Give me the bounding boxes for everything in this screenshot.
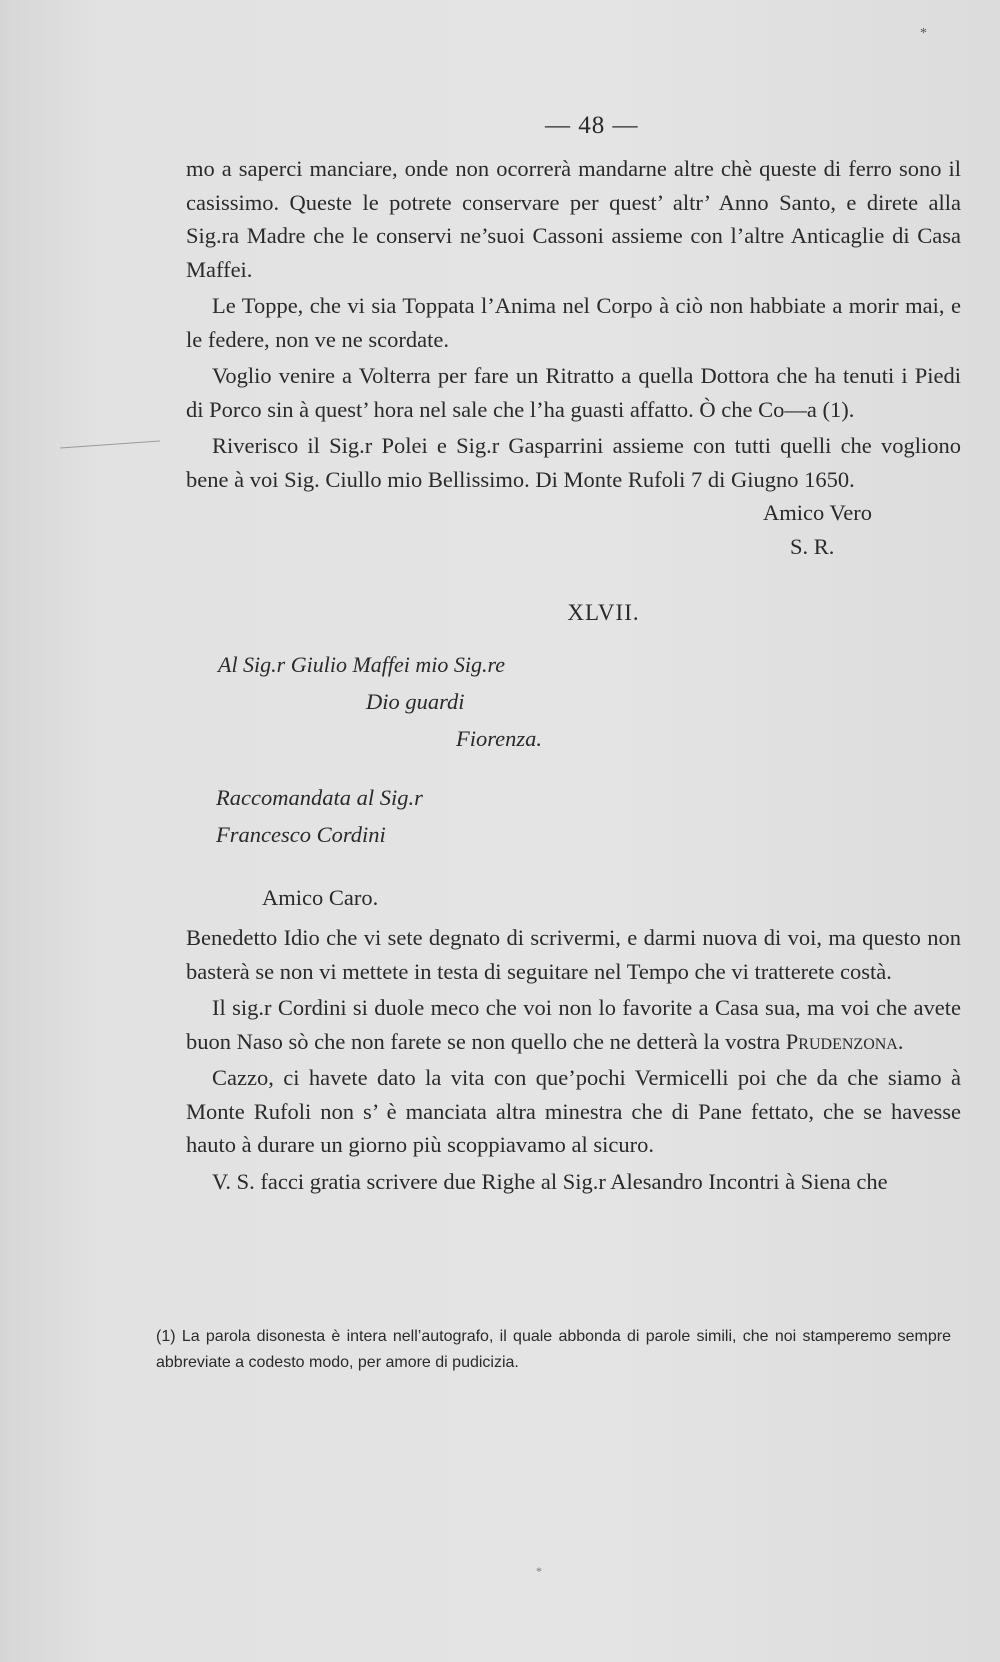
address-line-5: Francesco Cordini [216,822,386,847]
letter2-paragraph-1: Benedetto Idio che vi sete degnato di scrivermi, e darmi nuova di voi, ma questo non basterà se non vi mettete in testa di seguitare nel Tempo che vi tratterete costà. [186,925,961,984]
letter1-closing: Amico Vero [763,500,872,525]
letter2-number: XLVII. [567,600,640,625]
body-text [186,152,961,1198]
letter1-paragraph-2: Le Toppe, che vi sia Toppata l’Anima nel Corpo à ciò non habbiate a morir mai, e le federe, non ve ne scordate. [186,293,961,352]
margin-stroke [60,441,160,449]
address-line-1: Al Sig.r Giulio Maffei mio Sig.re [218,652,505,677]
bottom-mark: * [536,1564,542,1578]
address-line-3: Fiorenza. [456,726,543,751]
address-line-4: Raccomandata al Sig.r [216,785,423,810]
letter2-paragraph-4: V. S. facci gratia scrivere due Righe al Sig.r Alesandro Incontri à Siena che [212,1168,888,1194]
corner-mark: * [920,26,927,41]
prudenzona-smallcaps: Prudenzona. [785,1028,904,1054]
address-line-2: Dio guardi [366,689,465,714]
letter1-paragraph-3: Voglio venire a Volterra per fare un Ritratto a quella Dottora che ha tenuti i Piedi di Porco sin à quest’ hora nel sale che l’ha guasti affatto. Ò che Co—a (1). [186,363,961,422]
letter1-paragraph-1: mo a saperci manciare, onde non ocorrerà mandarne altre chè queste di ferro sono il casissimo. Queste le potrete conservare per quest’ altr’ Anno Santo, e direte alla Sig.ra Madre che le conservi ne’suoi Cassoni assieme con l’altre Anticaglie di Casa Maffei. [186,156,961,282]
letter2-salutation: Amico Caro. [262,885,379,910]
footnote: (1) La parola disonesta è intera nell’autografo, il quale abbonda di parole simili, che noi stamperemo sempre abbreviate a codesto modo, per amore di pudicizia. [156,1328,951,1371]
letter2-paragraph-2 [186,991,961,1058]
letter2-paragraph-3: Cazzo, ci havete dato la vita con que’pochi Vermicelli poi che da che siamo à Monte Rufoli non s’ è manciata altra minestra che di Pane fettato, che se havesse hauto à durare un giorno più scoppiavamo al sicuro. [186,1065,961,1157]
letter1-signature: S. R. [790,534,835,559]
letter1-paragraph-4: Riverisco il Sig.r Polei e Sig.r Gasparrini assieme con tutti quelli che vogliono bene à voi Sig. Ciullo mio Bellissimo. Di Monte Rufoli 7 di Giugno 1650. [186,433,961,492]
page-number: — 48 — [545,112,639,139]
letter2-paragraph-2-text: Il sig.r Cordini si duole meco che voi non lo favorite a Casa sua, ma voi che avete buon Naso sò che non farete se non quello che ne detterà la vostra [186,995,961,1054]
